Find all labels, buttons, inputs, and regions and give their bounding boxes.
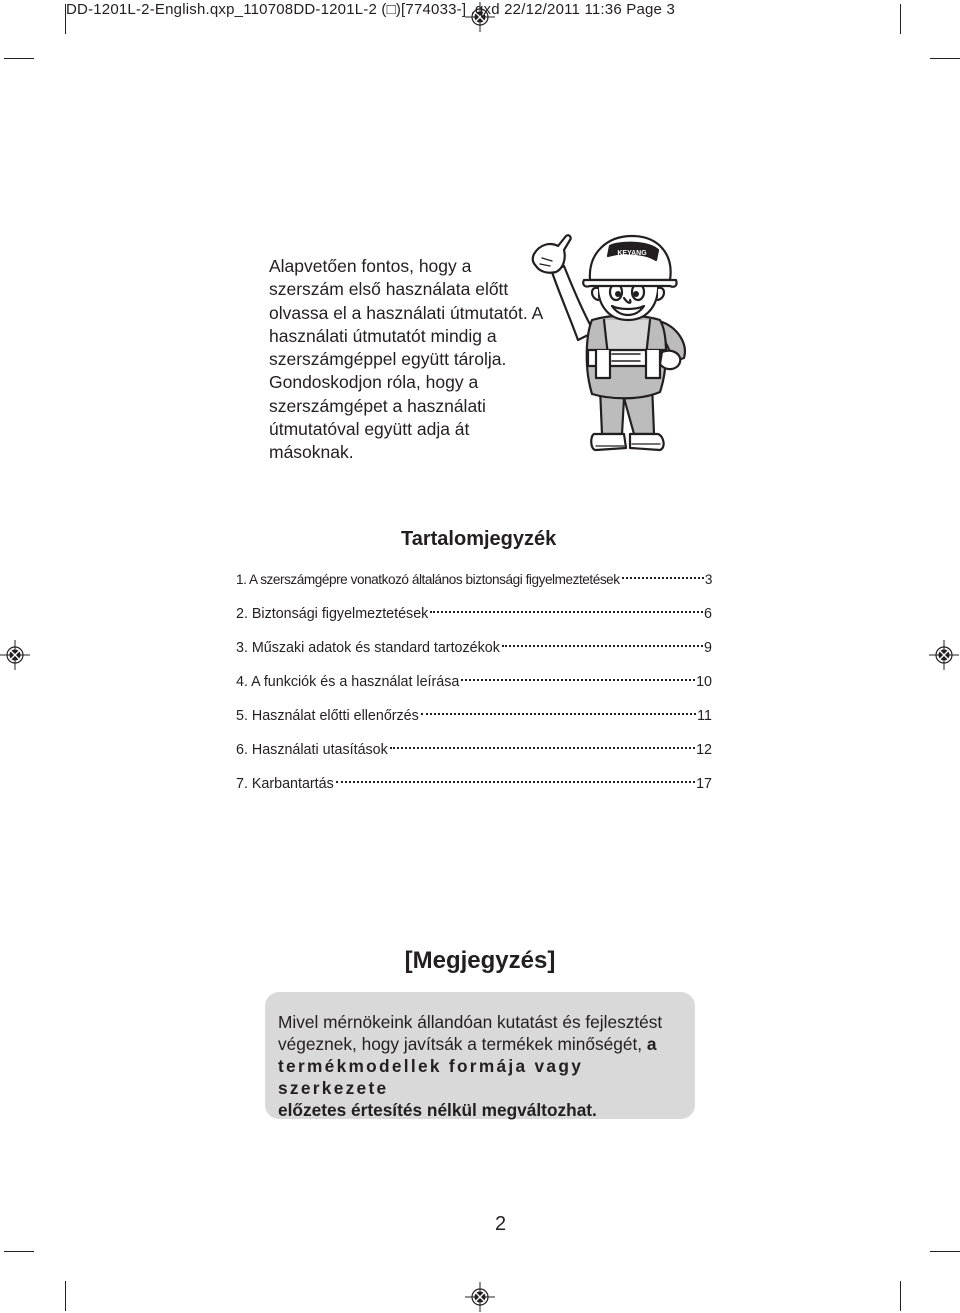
toc-title: Tartalomjegyzék <box>401 528 557 550</box>
crop-mark <box>4 58 34 59</box>
note-title: [Megjegyzés] <box>404 947 556 974</box>
toc-item[interactable] <box>236 674 712 708</box>
page-number: 2 <box>495 1213 507 1235</box>
crop-mark <box>900 1281 901 1311</box>
toc-item-page: 12 <box>696 742 712 758</box>
toc-item-label: 1. A szerszámgépre vonatkozó általános biztonsági figyelmeztetések <box>236 572 620 587</box>
slug-line: DD-1201L-2-English.qxp_110708DD-1201L-2 (□)[774033-] .qxd 22/12/2011 11:36 Page 3 <box>66 1 675 18</box>
crop-mark <box>65 1281 66 1311</box>
note-box <box>265 992 695 1119</box>
toc-item[interactable] <box>236 572 712 606</box>
toc-item-label: 4. A funkciók és a használat leírása <box>236 674 460 690</box>
toc-leader-dots <box>502 645 703 647</box>
toc-item[interactable] <box>236 776 712 810</box>
crop-mark <box>930 1251 960 1252</box>
note-line-bold <box>278 1055 683 1099</box>
toc-item-page: 9 <box>704 640 712 656</box>
toc-item-page: 11 <box>697 708 712 724</box>
toc-item-label: 3. Műszaki adatok és standard tartozékok <box>236 640 500 656</box>
intro-line: útmutatóval együtt adja át <box>269 419 470 440</box>
toc-item[interactable] <box>236 640 712 674</box>
toc-item-page: 3 <box>704 572 712 587</box>
registration-mark-icon <box>465 1282 495 1312</box>
toc-item-label: 7. Karbantartás <box>236 776 334 792</box>
toc-leader-dots <box>461 679 695 681</box>
toc-leader-dots <box>622 577 704 579</box>
crop-mark <box>900 4 901 34</box>
worker-mascot-icon <box>512 228 712 468</box>
intro-line: Alapvetően fontos, hogy a <box>269 256 472 276</box>
note-line-bold <box>278 1099 683 1121</box>
note-text-bold: a <box>646 1034 657 1054</box>
registration-mark-icon <box>0 640 30 670</box>
toc-item-label: 6. Használati utasítások <box>236 742 388 758</box>
intro-line: másoknak. <box>269 442 354 463</box>
table-of-contents <box>236 572 712 810</box>
crop-mark <box>930 58 960 59</box>
toc-leader-dots <box>430 611 703 613</box>
intro-line: szerszámgépet a használati <box>269 395 486 416</box>
toc-item[interactable] <box>236 708 712 742</box>
intro-line: használati útmutatót mindig a <box>269 325 497 346</box>
crop-mark <box>4 1251 34 1252</box>
intro-line: olvassa el a használati útmutatót. A <box>269 302 544 323</box>
helmet-logo-text: KEYANG <box>617 250 647 257</box>
toc-leader-dots <box>336 781 695 783</box>
toc-item-page: 17 <box>696 776 712 792</box>
intro-line: Gondoskodjon róla, hogy a <box>269 372 479 393</box>
note-text-bold: termékmodellek formája vagy szerkezete <box>278 1056 584 1098</box>
toc-item-page: 6 <box>704 606 712 622</box>
toc-item-label: 2. Biztonsági figyelmeztetések <box>236 606 429 622</box>
intro-line: szerszámgéppel együtt tárolja. <box>269 349 507 370</box>
note-line: Mivel mérnökeink állandóan kutatást és fejlesztést <box>278 1012 663 1032</box>
toc-item-page: 10 <box>696 674 712 690</box>
note-line <box>278 1033 683 1055</box>
registration-mark-icon <box>929 640 959 670</box>
toc-item[interactable] <box>236 742 712 776</box>
toc-leader-dots <box>390 747 695 749</box>
toc-item-label: 5. Használat előtti ellenőrzés <box>236 708 419 724</box>
note-text: végeznek, hogy javítsák a termékek minőségét, <box>278 1034 647 1054</box>
toc-item[interactable] <box>236 606 712 640</box>
note-text-bold: előzetes értesítés nélkül megváltozhat. <box>278 1100 597 1120</box>
toc-leader-dots <box>421 713 696 715</box>
intro-line: szerszám első használata előtt <box>269 279 509 300</box>
